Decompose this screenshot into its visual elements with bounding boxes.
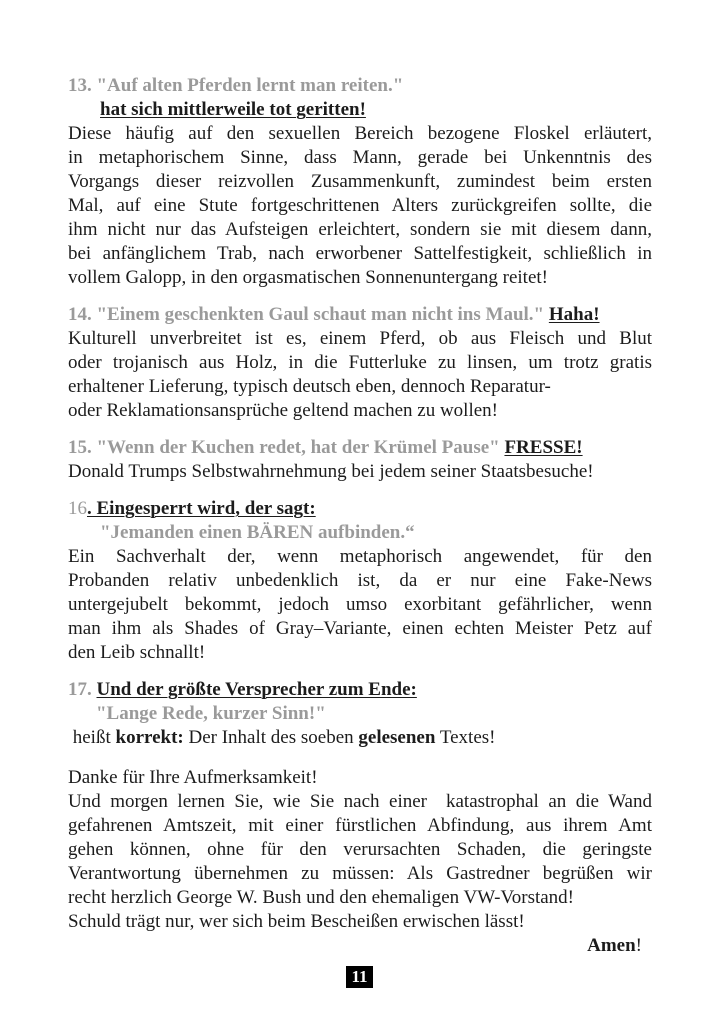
section-17-heading: Und der größte Versprecher zum Ende: — [96, 679, 417, 700]
section-14-reaction: Haha! — [548, 304, 600, 325]
section-15-line: Donald Trumps Selbstwahrnehmung bei jedem seiner Staatsbesuche! — [68, 461, 594, 482]
section-15 — [68, 436, 652, 484]
section-17-quote: "Lange Rede, kurzer Sinn!" — [96, 703, 326, 724]
amen-signoff: Amen! — [587, 935, 642, 956]
section-16-line: Ein Sachverhalt der, wenn metaphorisch angewendet, für den — [68, 546, 652, 567]
closing-line: Danke für Ihre Aufmerksamkeit! — [68, 767, 318, 788]
section-13-line: Mal, auf eine Stute fortgeschrittenen Alters zurückgreifen sollte, die — [68, 195, 652, 216]
section-16-line: untergejubelt bekommt, jedoch umso exorbitant gefährlicher, wenn — [68, 594, 652, 615]
section-16-quote: "Jemanden einen BÄREN aufbinden.“ — [100, 522, 415, 543]
section-16-line: den Leib schnallt! — [68, 642, 206, 663]
section-14-line: oder Reklamationsansprüche geltend machen zu wollen! — [68, 400, 498, 421]
closing-line: gefahrenen Amtszeit, mit einer fürstlichen Abfindung, aus ihrem Amt — [68, 815, 652, 836]
section-13-heading: 13. "Auf alten Pferden lernt man reiten." — [68, 75, 404, 96]
closing-paragraph — [68, 766, 652, 958]
section-14-line: Kulturell unverbreitet ist es, einem Pferd, ob aus Fleisch und Blut — [68, 328, 652, 349]
section-16-line: man ihm als Shades of Gray–Variante, einen echten Meister Petz auf — [68, 618, 652, 639]
section-13-line: bei anfänglichem Trab, nach erworbener Sattelfestigkeit, schließlich in — [68, 243, 652, 264]
section-17-heading-line — [68, 678, 652, 702]
closing-line: Schuld trägt nur, wer sich beim Bescheißen erwischen lässt! — [68, 911, 525, 932]
section-13-line: Diese häufig auf den sexuellen Bereich bezogene Floskel erläutert, — [68, 123, 652, 144]
section-13-line: Vorgangs dieser reizvollen Zusammenkunft, zumindest beim ersten — [68, 171, 652, 192]
section-13-line: vollem Galopp, in den orgasmatischen Sonnenuntergang reitet! — [68, 267, 548, 288]
document-page — [68, 74, 652, 958]
section-16-heading: . Eingesperrt wird, der sagt: — [87, 498, 316, 519]
section-15-heading-line — [68, 436, 652, 460]
section-14-heading-line — [68, 303, 652, 327]
closing-line: gehen können, ohne für den verursachten Schaden, die geringste — [68, 839, 652, 860]
closing-line: Verantwortung übernehmen zu müssen: Als Gastredner begrüßen wir — [68, 863, 652, 884]
section-15-heading: 15. "Wenn der Kuchen redet, hat der Krümel Pause" — [68, 437, 500, 458]
section-17-number: 17. — [68, 679, 92, 700]
section-15-reaction: FRESSE! — [504, 437, 583, 458]
section-14-line: erhaltener Lieferung, typisch deutsch eben, dennoch Reparatur- — [68, 376, 551, 397]
closing-line: Und morgen lernen Sie, wie Sie nach einer katastrophal an die Wand — [68, 791, 652, 812]
section-16-number: 16 — [68, 498, 87, 519]
section-13-line: ihm nicht nur das Aufsteigen erleichtert, sondern sie mit diesem dann, — [68, 219, 652, 240]
section-16-line: Probanden relativ unbedenklich ist, da er nur eine Fake-News — [68, 570, 652, 591]
section-17 — [68, 678, 652, 750]
section-14 — [68, 303, 652, 423]
section-16 — [68, 497, 652, 665]
section-14-line: oder trojanisch aus Holz, in die Futterluke zu linsen, um trotz gratis — [68, 352, 652, 373]
section-13-subheading: hat sich mittlerweile tot geritten! — [100, 99, 366, 120]
page-number: 11 — [346, 966, 373, 988]
closing-line: recht herzlich George W. Bush und den ehemaligen VW-Vorstand! — [68, 887, 575, 908]
section-13 — [68, 74, 652, 290]
section-13-line: in metaphorischem Sinne, dass Mann, gerade bei Unkenntnis des — [68, 147, 652, 168]
section-16-heading-line — [68, 497, 652, 521]
section-14-heading: 14. "Einem geschenkten Gaul schaut man nicht ins Maul." — [68, 304, 545, 325]
section-17-line: heißt korrekt: Der Inhalt des soeben gelesenen Textes! — [68, 727, 496, 748]
